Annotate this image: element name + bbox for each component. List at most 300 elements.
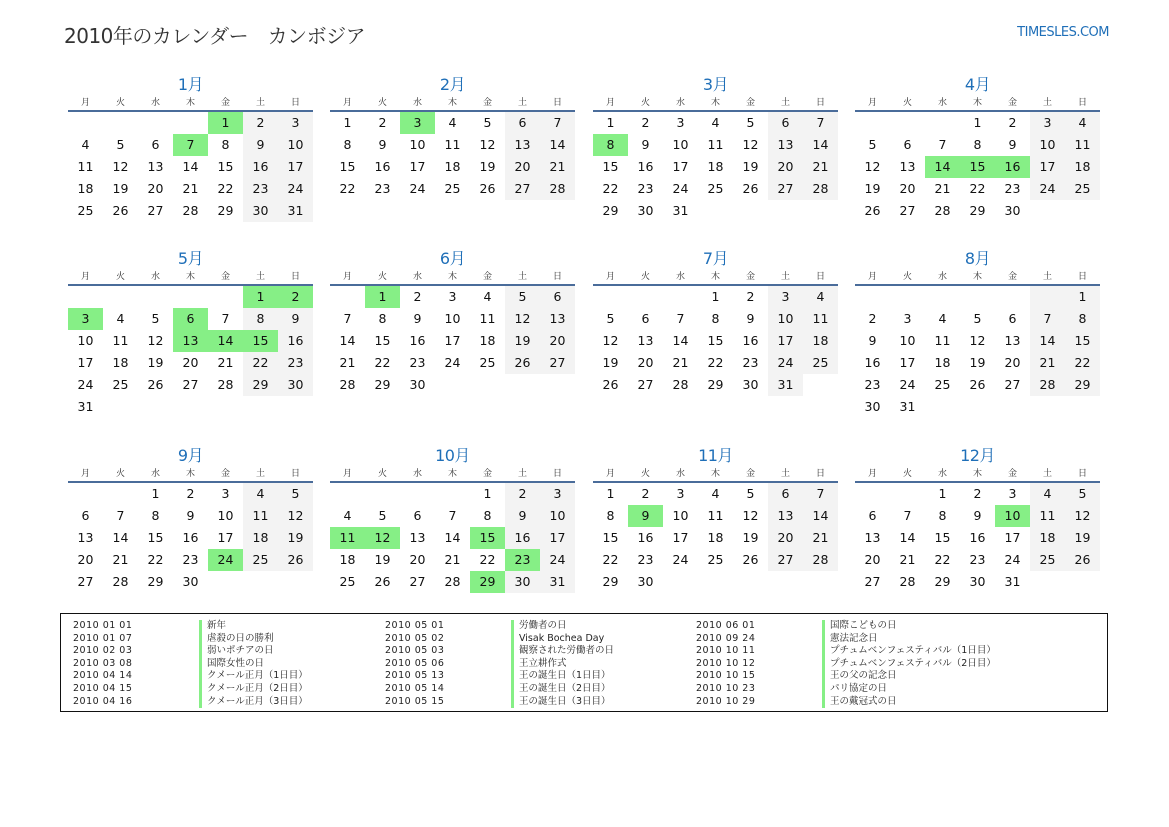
day-cell: 2 [641, 115, 650, 130]
day-cell: 6 [768, 112, 803, 134]
day-cell: 20 [540, 330, 575, 352]
empty-cell [365, 483, 400, 505]
day-cell: 28 [672, 377, 689, 392]
day-cell: 1 [606, 486, 615, 501]
day-cell: 8 [243, 308, 278, 330]
holiday-cell: 29 [470, 571, 505, 593]
day-cell: 27 [768, 549, 803, 571]
day-cell: 13 [864, 530, 881, 545]
empty-cell [173, 112, 208, 134]
month-name: 10月 [435, 446, 470, 465]
day-cell: 2 [746, 289, 755, 304]
day-cell: 19 [602, 355, 619, 370]
day-cell: 20 [899, 181, 916, 196]
day-grid [855, 286, 1100, 418]
day-cell: 26 [505, 352, 540, 374]
holiday-cell: 15 [960, 156, 995, 178]
day-cell: 7 [676, 311, 685, 326]
weekday-label: 日 [1077, 272, 1087, 282]
day-cell: 11 [444, 137, 461, 152]
day-cell: 22 [217, 181, 234, 196]
day-cell: 3 [676, 115, 685, 130]
day-cell: 30 [182, 574, 199, 589]
day-cell: 27 [505, 178, 540, 200]
day-cell: 19 [112, 181, 129, 196]
month-calendar [68, 248, 313, 418]
day-cell: 13 [768, 505, 803, 527]
day-cell: 6 [768, 483, 803, 505]
day-cell: 19 [505, 330, 540, 352]
day-cell: 25 [243, 549, 278, 571]
empty-cell [995, 286, 1030, 308]
day-grid [593, 112, 838, 222]
day-cell: 20 [77, 552, 94, 567]
day-cell: 20 [409, 552, 426, 567]
holiday-date: 2010 05 14 [385, 682, 445, 694]
day-cell: 26 [1065, 549, 1100, 571]
weekday-label: 火 [377, 272, 387, 282]
day-cell: 29 [707, 377, 724, 392]
weekday-label: 火 [902, 272, 912, 282]
day-cell: 12 [505, 308, 540, 330]
weekday-label: 木 [447, 272, 457, 282]
day-cell: 25 [707, 181, 724, 196]
day-cell: 20 [864, 552, 881, 567]
day-cell: 4 [711, 115, 720, 130]
day-cell: 31 [1004, 574, 1021, 589]
day-grid [68, 112, 313, 222]
day-cell: 11 [479, 311, 496, 326]
weekday-label: 月 [605, 98, 615, 108]
day-cell: 16 [864, 355, 881, 370]
day-cell: 26 [278, 549, 313, 571]
weekday-header [855, 467, 1100, 483]
month-name: 4月 [964, 75, 991, 94]
weekday-label: 土 [780, 272, 790, 282]
day-cell: 5 [278, 483, 313, 505]
weekday-label: 木 [185, 272, 195, 282]
day-cell: 21 [803, 156, 838, 178]
holiday-cell: 9 [628, 505, 663, 527]
day-cell: 1 [1065, 286, 1100, 308]
day-cell: 26 [479, 181, 496, 196]
day-cell: 11 [707, 137, 724, 152]
day-cell: 27 [182, 377, 199, 392]
day-cell: 27 [899, 203, 916, 218]
day-cell: 28 [444, 574, 461, 589]
legend-row [73, 658, 308, 671]
weekday-label: 土 [255, 272, 265, 282]
weekday-label: 金 [1007, 272, 1017, 282]
day-cell: 25 [77, 203, 94, 218]
day-cell: 18 [479, 333, 496, 348]
weekday-label: 月 [342, 98, 352, 108]
day-cell: 15 [374, 333, 391, 348]
day-cell: 16 [182, 530, 199, 545]
weekday-label: 金 [482, 98, 492, 108]
legend-column [73, 620, 308, 708]
day-cell: 10 [672, 137, 689, 152]
day-cell: 30 [1004, 203, 1021, 218]
day-cell: 27 [409, 574, 426, 589]
day-cell: 10 [444, 311, 461, 326]
day-cell: 17 [672, 530, 689, 545]
weekday-header [593, 96, 838, 112]
day-cell: 29 [243, 374, 278, 396]
day-cell: 26 [864, 203, 881, 218]
legend-column [696, 620, 996, 708]
day-cell: 16 [742, 333, 759, 348]
day-cell: 29 [1065, 374, 1100, 396]
day-cell: 8 [938, 508, 947, 523]
day-cell: 29 [969, 203, 986, 218]
day-cell: 12 [742, 137, 759, 152]
holiday-cell: 10 [995, 505, 1030, 527]
day-cell: 1 [606, 115, 615, 130]
day-cell: 5 [1065, 483, 1100, 505]
day-cell: 4 [711, 486, 720, 501]
holiday-cell: 16 [995, 156, 1030, 178]
holiday-name: クメール正月（3日目） [199, 696, 308, 709]
day-cell: 25 [339, 574, 356, 589]
day-cell: 26 [742, 552, 759, 567]
weekday-header [593, 467, 838, 483]
weekday-label: 水 [412, 469, 422, 479]
empty-cell [855, 112, 890, 134]
day-cell: 14 [339, 333, 356, 348]
empty-cell [925, 286, 960, 308]
weekday-label: 日 [290, 98, 300, 108]
day-cell: 28 [112, 574, 129, 589]
weekday-label: 日 [815, 272, 825, 282]
day-cell: 31 [768, 374, 803, 396]
day-cell: 6 [413, 508, 422, 523]
legend-row [385, 696, 614, 709]
month-calendar [593, 445, 838, 593]
weekday-header [593, 270, 838, 286]
holiday-date: 2010 05 03 [385, 645, 445, 657]
site-link[interactable]: TIMESLES.COM [1017, 25, 1109, 40]
day-cell: 20 [637, 355, 654, 370]
day-cell: 19 [969, 355, 986, 370]
day-cell: 1 [151, 486, 160, 501]
day-cell: 21 [112, 552, 129, 567]
weekday-label: 水 [675, 98, 685, 108]
weekday-label: 日 [552, 98, 562, 108]
day-cell: 12 [479, 137, 496, 152]
empty-cell [138, 286, 173, 308]
day-cell: 30 [742, 377, 759, 392]
day-cell: 6 [868, 508, 877, 523]
day-cell: 28 [803, 549, 838, 571]
weekday-label: 土 [255, 98, 265, 108]
day-cell: 3 [903, 311, 912, 326]
day-cell: 7 [803, 483, 838, 505]
empty-cell [960, 286, 995, 308]
day-cell: 12 [278, 505, 313, 527]
day-cell: 22 [602, 552, 619, 567]
empty-cell [890, 286, 925, 308]
holiday-name: プチュムベンフェスティバル（2日目） [822, 658, 996, 671]
holiday-name: パリ協定の日 [822, 683, 887, 696]
day-cell: 13 [768, 134, 803, 156]
weekday-label: 水 [150, 98, 160, 108]
day-cell: 12 [864, 159, 881, 174]
day-cell: 2 [413, 289, 422, 304]
day-cell: 18 [77, 181, 94, 196]
empty-cell [330, 483, 365, 505]
day-cell: 22 [479, 552, 496, 567]
month-name: 12月 [960, 446, 995, 465]
day-cell: 5 [505, 286, 540, 308]
day-cell: 26 [742, 181, 759, 196]
day-cell: 14 [540, 134, 575, 156]
weekday-label: 金 [482, 469, 492, 479]
weekday-label: 木 [710, 469, 720, 479]
day-cell: 10 [899, 333, 916, 348]
day-cell: 19 [278, 527, 313, 549]
day-grid [855, 483, 1100, 593]
holiday-date: 2010 04 16 [73, 695, 133, 707]
legend-row [73, 670, 308, 683]
day-cell: 24 [899, 377, 916, 392]
weekday-header [330, 96, 575, 112]
weekday-label: 日 [290, 469, 300, 479]
legend-row [73, 633, 308, 646]
day-cell: 31 [899, 399, 916, 414]
day-cell: 6 [81, 508, 90, 523]
empty-cell [68, 483, 103, 505]
weekday-label: 月 [342, 469, 352, 479]
day-cell: 11 [803, 308, 838, 330]
day-cell: 6 [641, 311, 650, 326]
day-cell: 20 [1004, 355, 1021, 370]
holiday-date: 2010 10 11 [696, 645, 756, 657]
day-cell: 25 [112, 377, 129, 392]
day-cell: 6 [903, 137, 912, 152]
empty-cell [593, 286, 628, 308]
month-name: 11月 [698, 446, 733, 465]
day-cell: 17 [1004, 530, 1021, 545]
day-cell: 28 [934, 203, 951, 218]
day-cell: 23 [182, 552, 199, 567]
weekday-label: 月 [867, 98, 877, 108]
day-cell: 21 [339, 355, 356, 370]
legend-row [385, 658, 614, 671]
day-cell: 30 [505, 571, 540, 593]
weekday-label: 金 [220, 272, 230, 282]
day-cell: 8 [378, 311, 387, 326]
holiday-name: クメール正月（2日目） [199, 683, 308, 696]
day-cell: 6 [151, 137, 160, 152]
day-cell: 2 [641, 486, 650, 501]
day-cell: 17 [444, 333, 461, 348]
holiday-cell: 1 [365, 286, 400, 308]
weekday-label: 金 [745, 98, 755, 108]
day-cell: 19 [1065, 527, 1100, 549]
day-cell: 13 [899, 159, 916, 174]
weekday-label: 月 [605, 469, 615, 479]
month-calendar [68, 445, 313, 593]
day-cell: 30 [243, 200, 278, 222]
day-cell: 22 [1065, 352, 1100, 374]
day-cell: 28 [217, 377, 234, 392]
month-calendar [330, 74, 575, 200]
legend-row [696, 633, 996, 646]
holiday-cell: 23 [505, 549, 540, 571]
month-name: 2月 [439, 75, 466, 94]
day-cell: 17 [278, 156, 313, 178]
day-cell: 23 [864, 377, 881, 392]
day-cell: 11 [934, 333, 951, 348]
day-cell: 3 [221, 486, 230, 501]
day-cell: 15 [707, 333, 724, 348]
weekday-header [330, 270, 575, 286]
holiday-cell: 3 [400, 112, 435, 134]
day-cell: 10 [217, 508, 234, 523]
day-cell: 23 [637, 552, 654, 567]
holiday-name: 国際こどもの日 [822, 620, 897, 633]
day-cell: 22 [243, 352, 278, 374]
holiday-cell: 13 [173, 330, 208, 352]
weekday-label: 土 [255, 469, 265, 479]
holiday-date: 2010 05 15 [385, 695, 445, 707]
weekday-header [855, 270, 1100, 286]
day-cell: 17 [409, 159, 426, 174]
legend-row [385, 633, 614, 646]
legend-row [73, 683, 308, 696]
day-cell: 23 [637, 181, 654, 196]
weekday-header [68, 270, 313, 286]
day-cell: 14 [803, 134, 838, 156]
weekday-label: 水 [937, 272, 947, 282]
day-cell: 13 [77, 530, 94, 545]
day-cell: 14 [803, 505, 838, 527]
holiday-date: 2010 10 12 [696, 657, 756, 669]
holiday-name: 王の誕生日（2日目） [511, 683, 611, 696]
day-cell: 8 [973, 137, 982, 152]
day-cell: 24 [540, 549, 575, 571]
day-cell: 30 [637, 203, 654, 218]
day-cell: 13 [409, 530, 426, 545]
day-cell: 11 [112, 333, 129, 348]
day-cell: 5 [746, 115, 755, 130]
day-cell: 29 [934, 574, 951, 589]
day-cell: 8 [151, 508, 160, 523]
weekday-label: 木 [447, 98, 457, 108]
weekday-label: 火 [640, 469, 650, 479]
day-cell: 4 [116, 311, 125, 326]
day-cell: 27 [77, 574, 94, 589]
weekday-label: 水 [937, 469, 947, 479]
holiday-cell: 24 [208, 549, 243, 571]
day-cell: 23 [243, 178, 278, 200]
day-cell: 12 [112, 159, 129, 174]
day-cell: 19 [147, 355, 164, 370]
day-cell: 12 [742, 508, 759, 523]
month-calendar [855, 445, 1100, 593]
day-cell: 29 [602, 203, 619, 218]
day-cell: 16 [278, 330, 313, 352]
day-cell: 17 [672, 159, 689, 174]
holiday-date: 2010 02 03 [73, 645, 133, 657]
day-cell: 4 [1030, 483, 1065, 505]
day-cell: 23 [742, 355, 759, 370]
day-cell: 4 [803, 286, 838, 308]
day-cell: 2 [505, 483, 540, 505]
month-calendar [855, 248, 1100, 418]
legend-row [696, 645, 996, 658]
weekday-label: 月 [80, 98, 90, 108]
day-cell: 17 [1030, 156, 1065, 178]
day-cell: 18 [444, 159, 461, 174]
day-cell: 31 [278, 200, 313, 222]
day-cell: 26 [602, 377, 619, 392]
day-cell: 20 [505, 156, 540, 178]
day-cell: 30 [409, 377, 426, 392]
day-cell: 10 [77, 333, 94, 348]
empty-cell [435, 483, 470, 505]
day-cell: 30 [637, 574, 654, 589]
holiday-date: 2010 10 15 [696, 670, 756, 682]
holiday-date: 2010 10 29 [696, 695, 756, 707]
legend-row [696, 620, 996, 633]
holiday-date: 2010 05 02 [385, 632, 445, 644]
weekday-label: 金 [745, 469, 755, 479]
day-cell: 19 [374, 552, 391, 567]
weekday-label: 水 [937, 98, 947, 108]
day-cell: 9 [378, 137, 387, 152]
day-cell: 9 [1008, 137, 1017, 152]
day-cell: 28 [540, 178, 575, 200]
weekday-label: 木 [447, 469, 457, 479]
day-cell: 29 [602, 574, 619, 589]
weekday-label: 金 [482, 272, 492, 282]
day-cell: 19 [864, 181, 881, 196]
holiday-name: 観察された労働者の日 [511, 645, 614, 658]
holiday-date: 2010 10 23 [696, 682, 756, 694]
day-cell: 20 [182, 355, 199, 370]
month-name: 7月 [702, 249, 729, 268]
day-cell: 7 [903, 508, 912, 523]
day-cell: 28 [899, 574, 916, 589]
day-grid [855, 112, 1100, 222]
day-cell: 6 [540, 286, 575, 308]
empty-cell [628, 286, 663, 308]
day-cell: 12 [147, 333, 164, 348]
holiday-date: 2010 09 24 [696, 632, 756, 644]
weekday-label: 木 [710, 272, 720, 282]
weekday-label: 土 [517, 272, 527, 282]
day-cell: 3 [278, 112, 313, 134]
day-cell: 18 [934, 355, 951, 370]
day-cell: 7 [448, 508, 457, 523]
day-cell: 13 [147, 159, 164, 174]
day-cell: 22 [602, 181, 619, 196]
weekday-label: 土 [517, 469, 527, 479]
weekday-label: 金 [1007, 98, 1017, 108]
day-cell: 14 [1030, 330, 1065, 352]
day-cell: 9 [186, 508, 195, 523]
day-cell: 16 [637, 530, 654, 545]
day-cell: 31 [672, 203, 689, 218]
day-cell: 6 [1008, 311, 1017, 326]
holiday-cell: 14 [208, 330, 243, 352]
day-cell: 28 [1030, 374, 1065, 396]
day-cell: 27 [1004, 377, 1021, 392]
day-cell: 21 [217, 355, 234, 370]
day-grid [593, 286, 838, 396]
